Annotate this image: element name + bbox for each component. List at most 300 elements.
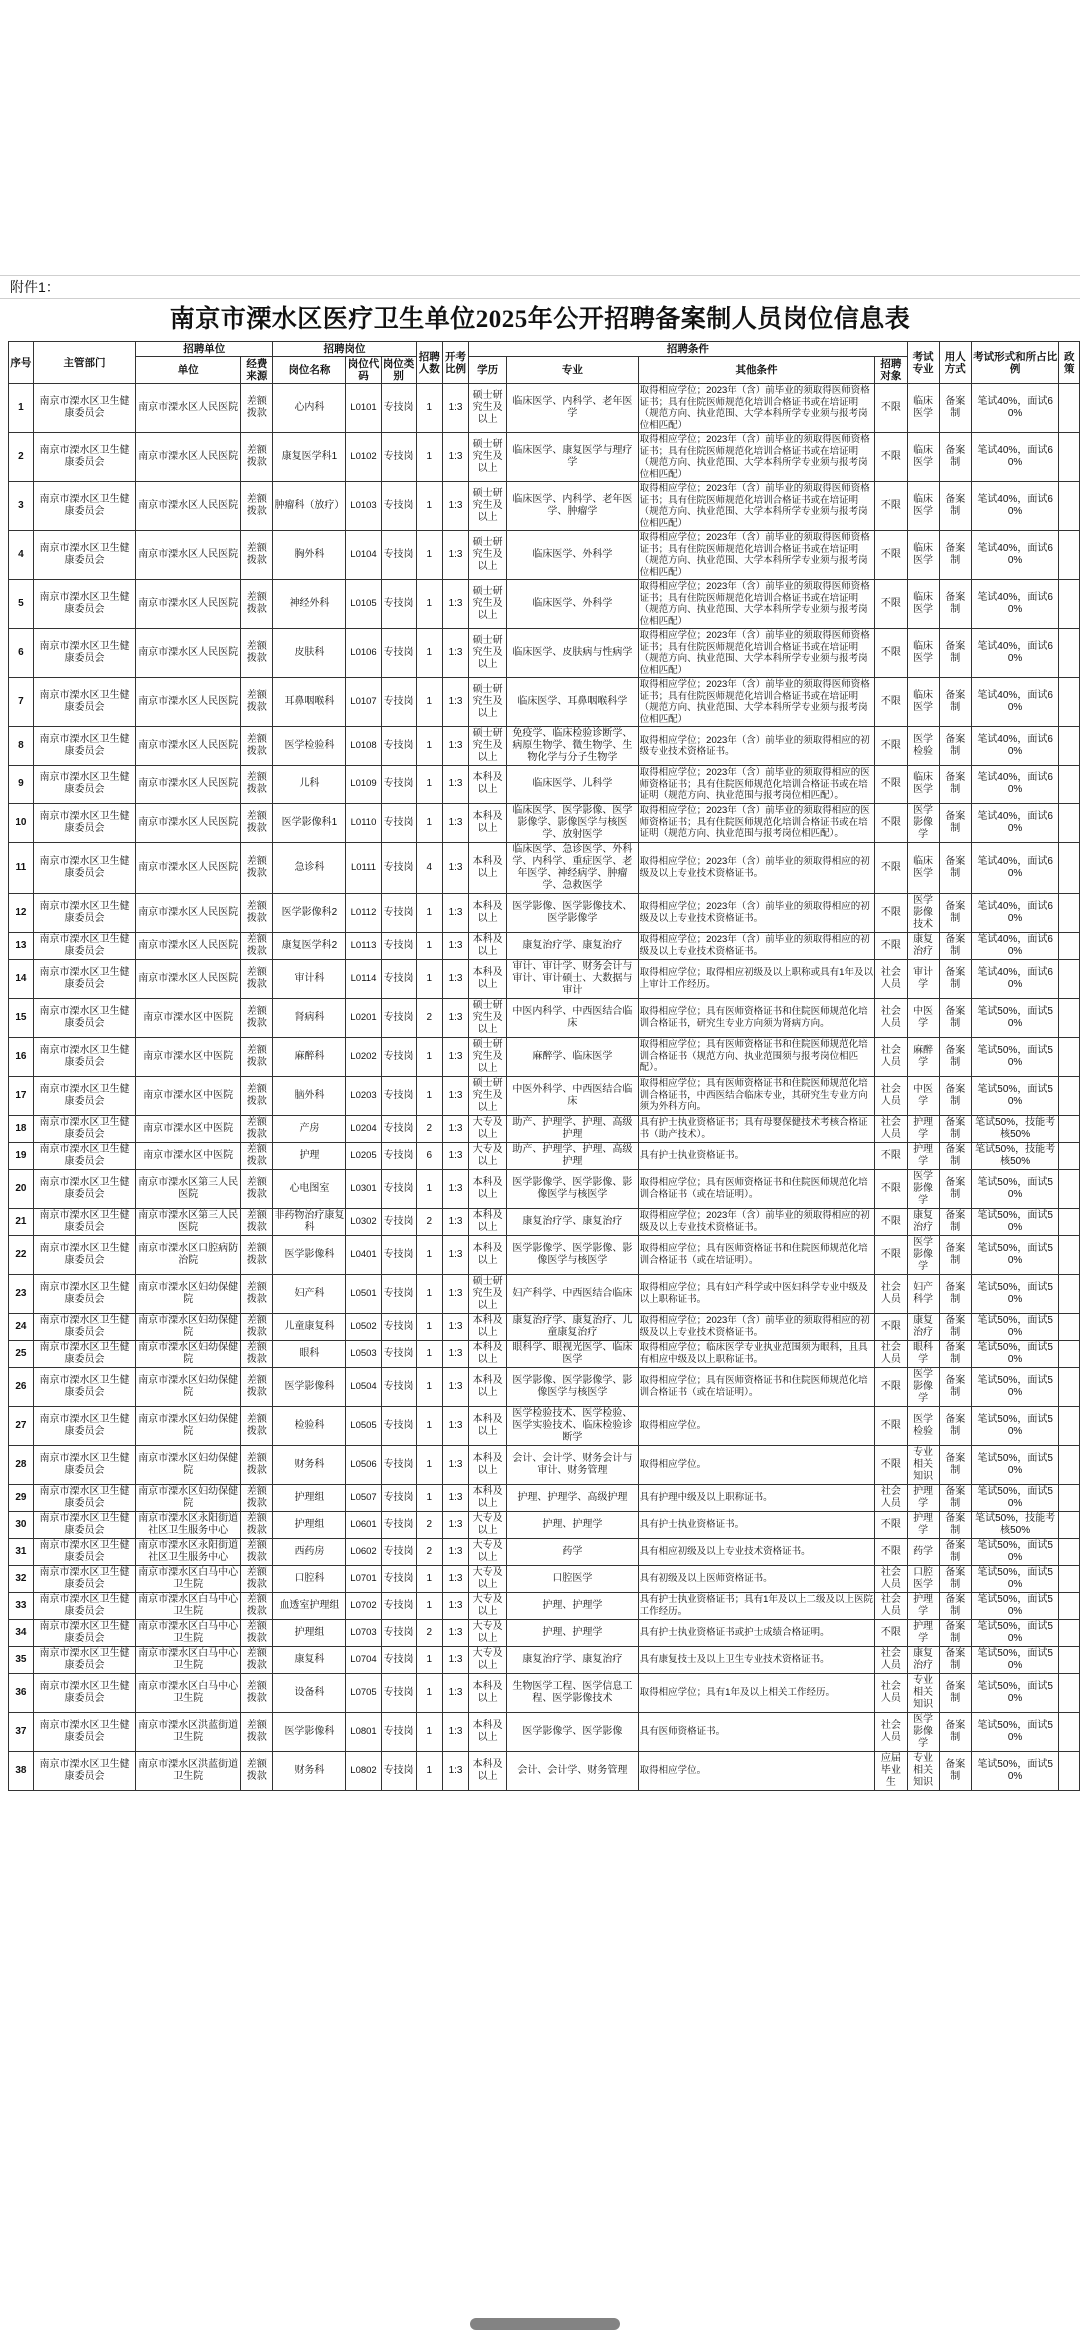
cell-post-type: 专技岗: [381, 998, 416, 1037]
cell-policy: [1059, 1208, 1080, 1235]
cell-ratio: 1:3: [442, 1142, 468, 1169]
cell-exam-form: 笔试50%，面试50%: [971, 1484, 1059, 1511]
cell-ratio: 1:3: [442, 1712, 468, 1751]
table-row: [9, 1406, 1080, 1445]
cell-policy: [1059, 803, 1080, 842]
cell-major: 妇产科学、中西医结合临床: [507, 1274, 639, 1313]
cell-major: 生物医学工程、医学信息工程、医学影像技术: [507, 1673, 639, 1712]
cell-dept: 南京市溧水区卫生健康委员会: [33, 629, 135, 678]
cell-policy: [1059, 1367, 1080, 1406]
header-post-group: 招聘岗位: [273, 342, 416, 357]
cell-ratio: 1:3: [442, 1037, 468, 1076]
cell-edu: 硕士研究生及以上: [469, 384, 507, 433]
cell-major: 医学影像学、医学影像、影像医学与核医学: [507, 1235, 639, 1274]
cell-post-code: L0114: [346, 959, 381, 998]
cell-dept: 南京市溧水区卫生健康委员会: [33, 1751, 135, 1790]
cell-dept: 南京市溧水区卫生健康委员会: [33, 1313, 135, 1340]
cell-post-name: 皮肤科: [273, 629, 346, 678]
cell-count: 1: [416, 803, 442, 842]
cell-dept: 南京市溧水区卫生健康委员会: [33, 959, 135, 998]
cell-post-name: 医学影像科: [273, 1712, 346, 1751]
cell-exam-major: 临床医学: [907, 580, 939, 629]
cell-post-code: L0107: [346, 678, 381, 727]
cell-major: 医学影像、医学影像学、影像医学与核医学: [507, 1367, 639, 1406]
cell-edu: 硕士研究生及以上: [469, 629, 507, 678]
cell-seq: 7: [9, 678, 34, 727]
cell-exam-form: 笔试50%，技能考核50%: [971, 1511, 1059, 1538]
header-exam-major: 考试专业: [907, 342, 939, 384]
cell-target: 不限: [875, 384, 907, 433]
cell-target: 不限: [875, 1169, 907, 1208]
cell-target: 社会人员: [875, 1565, 907, 1592]
cell-count: 1: [416, 1592, 442, 1619]
cell-exam-form: 笔试40%，面试60%: [971, 629, 1059, 678]
cell-unit: 南京市溧水区人民医院: [136, 727, 241, 766]
table-row: [9, 803, 1080, 842]
cell-target: 不限: [875, 1313, 907, 1340]
cell-other: 具有护理中级及以上职称证书。: [638, 1484, 875, 1511]
cell-edu: 本科及以上: [469, 959, 507, 998]
cell-policy: [1059, 959, 1080, 998]
cell-target: 不限: [875, 1235, 907, 1274]
cell-count: 2: [416, 998, 442, 1037]
cell-unit: 南京市溧水区白马中心卫生院: [136, 1592, 241, 1619]
cell-post-code: L0503: [346, 1340, 381, 1367]
cell-post-code: L0703: [346, 1619, 381, 1646]
table-row: [9, 766, 1080, 804]
cell-fund: 差额拨款: [241, 1208, 273, 1235]
cell-count: 6: [416, 1142, 442, 1169]
table-row: [9, 433, 1080, 482]
cell-seq: 33: [9, 1592, 34, 1619]
cell-post-type: 专技岗: [381, 842, 416, 893]
cell-employ: 备案制: [939, 1406, 971, 1445]
cell-fund: 差额拨款: [241, 1076, 273, 1115]
cell-employ: 备案制: [939, 1235, 971, 1274]
cell-major: 医学影像学、医学影像: [507, 1712, 639, 1751]
cell-employ: 备案制: [939, 629, 971, 678]
cell-seq: 23: [9, 1274, 34, 1313]
cell-policy: [1059, 1445, 1080, 1484]
cell-edu: 大专及以上: [469, 1619, 507, 1646]
cell-target: 社会人员: [875, 1646, 907, 1673]
cell-fund: 差额拨款: [241, 531, 273, 580]
cell-policy: [1059, 1406, 1080, 1445]
cell-unit: 南京市溧水区人民医院: [136, 842, 241, 893]
cell-edu: 本科及以上: [469, 1169, 507, 1208]
cell-post-type: 专技岗: [381, 1751, 416, 1790]
cell-post-type: 专技岗: [381, 384, 416, 433]
cell-post-code: L0502: [346, 1313, 381, 1340]
cell-policy: [1059, 1313, 1080, 1340]
cell-exam-major: 审计学: [907, 959, 939, 998]
cell-dept: 南京市溧水区卫生健康委员会: [33, 1037, 135, 1076]
cell-employ: 备案制: [939, 1169, 971, 1208]
cell-other: 取得相应学位；具有医师资格证书和住院医师规范化培训合格证书，研究生专业方向须为肾病方向。: [638, 998, 875, 1037]
cell-seq: 15: [9, 998, 34, 1037]
cell-unit: 南京市溧水区人民医院: [136, 932, 241, 959]
cell-count: 2: [416, 1115, 442, 1142]
cell-exam-major: 专业相关知识: [907, 1673, 939, 1712]
cell-count: 1: [416, 433, 442, 482]
cell-edu: 硕士研究生及以上: [469, 433, 507, 482]
cell-post-name: 急诊科: [273, 842, 346, 893]
cell-seq: 22: [9, 1235, 34, 1274]
cell-policy: [1059, 727, 1080, 766]
cell-edu: 本科及以上: [469, 766, 507, 804]
cell-seq: 2: [9, 433, 34, 482]
cell-ratio: 1:3: [442, 1367, 468, 1406]
cell-dept: 南京市溧水区卫生健康委员会: [33, 842, 135, 893]
cell-post-code: L0704: [346, 1646, 381, 1673]
cell-major: 药学: [507, 1538, 639, 1565]
cell-major: 康复治疗学、康复治疗: [507, 932, 639, 959]
cell-post-code: L0111: [346, 842, 381, 893]
cell-target: 不限: [875, 1538, 907, 1565]
table-row: [9, 678, 1080, 727]
cell-fund: 差额拨款: [241, 1712, 273, 1751]
cell-post-code: L0507: [346, 1484, 381, 1511]
cell-employ: 备案制: [939, 1037, 971, 1076]
cell-target: 社会人员: [875, 1484, 907, 1511]
cell-post-code: L0401: [346, 1235, 381, 1274]
cell-dept: 南京市溧水区卫生健康委员会: [33, 1619, 135, 1646]
cell-exam-form: 笔试40%，面试60%: [971, 433, 1059, 482]
table-row: [9, 1340, 1080, 1367]
cell-fund: 差额拨款: [241, 1484, 273, 1511]
table-row: [9, 1619, 1080, 1646]
cell-seq: 21: [9, 1208, 34, 1235]
cell-ratio: 1:3: [442, 998, 468, 1037]
cell-target: 社会人员: [875, 1712, 907, 1751]
cell-exam-form: 笔试50%，技能考核50%: [971, 1142, 1059, 1169]
cell-post-code: L0506: [346, 1445, 381, 1484]
cell-target: 不限: [875, 1367, 907, 1406]
cell-exam-form: 笔试50%，面试50%: [971, 1076, 1059, 1115]
cell-major: 护理、护理学: [507, 1511, 639, 1538]
cell-other: 取得相应学位；2023年（含）前毕业的须取得相应的初级及以上专业技术资格证书。: [638, 842, 875, 893]
cell-post-type: 专技岗: [381, 1565, 416, 1592]
cell-policy: [1059, 1673, 1080, 1712]
cell-other: 取得相应学位；2023年（含）前毕业的须取得相应的初级及以上专业技术资格证书。: [638, 893, 875, 932]
cell-exam-form: 笔试40%，面试60%: [971, 531, 1059, 580]
cell-major: 会计、会计学、财务管理: [507, 1751, 639, 1790]
cell-seq: 36: [9, 1673, 34, 1712]
cell-dept: 南京市溧水区卫生健康委员会: [33, 1646, 135, 1673]
cell-major: 临床医学、急诊医学、外科学、内科学、重症医学、老年医学、神经病学、肿瘤学、急救医学: [507, 842, 639, 893]
cell-dept: 南京市溧水区卫生健康委员会: [33, 1208, 135, 1235]
cell-ratio: 1:3: [442, 482, 468, 531]
cell-seq: 25: [9, 1340, 34, 1367]
table-row: [9, 842, 1080, 893]
cell-major: 护理、护理学: [507, 1592, 639, 1619]
cell-unit: 南京市溧水区洪蓝街道卫生院: [136, 1712, 241, 1751]
cell-dept: 南京市溧水区卫生健康委员会: [33, 766, 135, 804]
cell-ratio: 1:3: [442, 1406, 468, 1445]
table-row: [9, 1313, 1080, 1340]
cell-exam-major: 临床医学: [907, 384, 939, 433]
cell-ratio: 1:3: [442, 1445, 468, 1484]
cell-post-code: L0802: [346, 1751, 381, 1790]
cell-fund: 差额拨款: [241, 727, 273, 766]
cell-seq: 14: [9, 959, 34, 998]
cell-dept: 南京市溧水区卫生健康委员会: [33, 433, 135, 482]
table-row: [9, 1751, 1080, 1790]
cell-post-type: 专技岗: [381, 1115, 416, 1142]
cell-ratio: 1:3: [442, 932, 468, 959]
cell-other: 具有护士执业资格证书。: [638, 1511, 875, 1538]
cell-major: 免疫学、临床检验诊断学、病原生物学、微生物学、生物化学与分子生物学: [507, 727, 639, 766]
cell-post-name: 心内科: [273, 384, 346, 433]
cell-seq: 8: [9, 727, 34, 766]
cell-dept: 南京市溧水区卫生健康委员会: [33, 1235, 135, 1274]
cell-other: 取得相应学位；2023年（含）前毕业的须取得医师资格证书；具有住院医师规范化培训合格证书或在培证明（规范方向、执业范围、大学本科所学专业须与报考岗位相匹配）: [638, 531, 875, 580]
cell-target: 不限: [875, 727, 907, 766]
cell-exam-form: 笔试50%，面试50%: [971, 998, 1059, 1037]
cell-post-type: 专技岗: [381, 1367, 416, 1406]
cell-post-type: 专技岗: [381, 1673, 416, 1712]
cell-count: 1: [416, 678, 442, 727]
cell-count: 1: [416, 1037, 442, 1076]
cell-major: 护理、护理学: [507, 1619, 639, 1646]
cell-post-name: 设备科: [273, 1673, 346, 1712]
cell-count: 1: [416, 1712, 442, 1751]
cell-exam-form: 笔试50%，技能考核50%: [971, 1115, 1059, 1142]
cell-unit: 南京市溧水区妇幼保健院: [136, 1367, 241, 1406]
cell-count: 1: [416, 1406, 442, 1445]
cell-edu: 本科及以上: [469, 842, 507, 893]
cell-count: 1: [416, 580, 442, 629]
cell-exam-form: 笔试40%，面试60%: [971, 893, 1059, 932]
cell-exam-form: 笔试50%，面试50%: [971, 1169, 1059, 1208]
cell-exam-form: 笔试40%，面试60%: [971, 482, 1059, 531]
cell-count: 1: [416, 727, 442, 766]
cell-post-type: 专技岗: [381, 1445, 416, 1484]
cell-count: 1: [416, 1445, 442, 1484]
cell-unit: 南京市溧水区口腔病防治院: [136, 1235, 241, 1274]
cell-seq: 5: [9, 580, 34, 629]
cell-seq: 31: [9, 1538, 34, 1565]
cell-employ: 备案制: [939, 1538, 971, 1565]
cell-other: 取得相应学位；2023年（含）前毕业的须取得相应的初级专业技术资格证书。: [638, 727, 875, 766]
cell-ratio: 1:3: [442, 1274, 468, 1313]
cell-other: 取得相应学位；具有医师资格证书和住院医师规范化培训合格证书（或在培证明）。: [638, 1367, 875, 1406]
cell-edu: 硕士研究生及以上: [469, 678, 507, 727]
cell-post-type: 专技岗: [381, 1592, 416, 1619]
cell-ratio: 1:3: [442, 531, 468, 580]
cell-seq: 6: [9, 629, 34, 678]
cell-employ: 备案制: [939, 1484, 971, 1511]
cell-post-code: L0702: [346, 1592, 381, 1619]
cell-ratio: 1:3: [442, 893, 468, 932]
cell-edu: 硕士研究生及以上: [469, 482, 507, 531]
cell-exam-major: 妇产科学: [907, 1274, 939, 1313]
cell-post-name: 麻醉科: [273, 1037, 346, 1076]
cell-policy: [1059, 1340, 1080, 1367]
cell-post-code: L0701: [346, 1565, 381, 1592]
cell-ratio: 1:3: [442, 1208, 468, 1235]
cell-ratio: 1:3: [442, 433, 468, 482]
cell-exam-form: 笔试50%，面试50%: [971, 1445, 1059, 1484]
cell-major: 助产、护理学、护理、高级护理: [507, 1115, 639, 1142]
cell-post-type: 专技岗: [381, 1646, 416, 1673]
cell-seq: 9: [9, 766, 34, 804]
table-row: [9, 1115, 1080, 1142]
cell-unit: 南京市溧水区人民医院: [136, 580, 241, 629]
cell-other: 取得相应学位。: [638, 1445, 875, 1484]
cell-dept: 南京市溧水区卫生健康委员会: [33, 803, 135, 842]
cell-other: 具有护士执业资格证书；具有母婴保健技术考核合格证书（助产技术）。: [638, 1115, 875, 1142]
cell-target: 应届毕业生: [875, 1751, 907, 1790]
cell-exam-major: 专业相关知识: [907, 1445, 939, 1484]
cell-policy: [1059, 1037, 1080, 1076]
cell-dept: 南京市溧水区卫生健康委员会: [33, 1115, 135, 1142]
cell-post-name: 护理组: [273, 1619, 346, 1646]
cell-dept: 南京市溧水区卫生健康委员会: [33, 1340, 135, 1367]
cell-edu: 本科及以上: [469, 893, 507, 932]
cell-fund: 差额拨款: [241, 384, 273, 433]
cell-other: 具有医师资格证书。: [638, 1712, 875, 1751]
cell-employ: 备案制: [939, 1313, 971, 1340]
cell-target: 社会人员: [875, 1592, 907, 1619]
cell-ratio: 1:3: [442, 1538, 468, 1565]
cell-other: 具有护士执业资格证书或护士成绩合格证明。: [638, 1619, 875, 1646]
cell-seq: 17: [9, 1076, 34, 1115]
table-row: [9, 1208, 1080, 1235]
cell-post-name: 耳鼻咽喉科: [273, 678, 346, 727]
cell-target: 不限: [875, 932, 907, 959]
cell-exam-form: 笔试40%，面试60%: [971, 678, 1059, 727]
cell-employ: 备案制: [939, 1511, 971, 1538]
cell-fund: 差额拨款: [241, 766, 273, 804]
cell-employ: 备案制: [939, 959, 971, 998]
cell-employ: 备案制: [939, 1142, 971, 1169]
cell-employ: 备案制: [939, 1076, 971, 1115]
cell-unit: 南京市溧水区白马中心卫生院: [136, 1565, 241, 1592]
cell-post-code: L0601: [346, 1511, 381, 1538]
cell-seq: 35: [9, 1646, 34, 1673]
cell-edu: 本科及以上: [469, 1406, 507, 1445]
header-post-code: 岗位代码: [347, 358, 380, 382]
cell-seq: 4: [9, 531, 34, 580]
cell-dept: 南京市溧水区卫生健康委员会: [33, 1406, 135, 1445]
cell-fund: 差额拨款: [241, 1673, 273, 1712]
cell-policy: [1059, 1274, 1080, 1313]
cell-target: 不限: [875, 1511, 907, 1538]
cell-dept: 南京市溧水区卫生健康委员会: [33, 1673, 135, 1712]
cell-fund: 差额拨款: [241, 1340, 273, 1367]
cell-unit: 南京市溧水区妇幼保健院: [136, 1274, 241, 1313]
cell-other: 取得相应学位；2023年（含）前毕业的须取得相应的初级及以上专业技术资格证书。: [638, 1313, 875, 1340]
cell-ratio: 1:3: [442, 1619, 468, 1646]
cell-fund: 差额拨款: [241, 959, 273, 998]
cell-policy: [1059, 531, 1080, 580]
cell-count: 1: [416, 629, 442, 678]
cell-unit: 南京市溧水区妇幼保健院: [136, 1445, 241, 1484]
cell-target: 不限: [875, 842, 907, 893]
cell-employ: 备案制: [939, 1712, 971, 1751]
table-row: [9, 959, 1080, 998]
cell-exam-form: 笔试50%，面试50%: [971, 1208, 1059, 1235]
table-row: [9, 1367, 1080, 1406]
cell-employ: 备案制: [939, 1673, 971, 1712]
cell-post-code: L0113: [346, 932, 381, 959]
scroll-indicator[interactable]: [470, 2318, 620, 2330]
cell-exam-major: 中医学: [907, 998, 939, 1037]
cell-other: 取得相应学位；2023年（含）前毕业的须取得相应的初级及以上专业技术资格证书。: [638, 1208, 875, 1235]
cell-exam-form: 笔试40%，面试60%: [971, 384, 1059, 433]
cell-post-code: L0105: [346, 580, 381, 629]
cell-exam-major: 康复治疗: [907, 932, 939, 959]
cell-seq: 13: [9, 932, 34, 959]
cell-post-type: 专技岗: [381, 1406, 416, 1445]
cell-seq: 3: [9, 482, 34, 531]
cell-exam-major: 康复治疗: [907, 1208, 939, 1235]
cell-major: 临床医学、外科学: [507, 531, 639, 580]
cell-policy: [1059, 1646, 1080, 1673]
cell-unit: 南京市溧水区永阳街道社区卫生服务中心: [136, 1538, 241, 1565]
cell-post-code: L0602: [346, 1538, 381, 1565]
table-row: [9, 1274, 1080, 1313]
cell-target: 社会人员: [875, 1037, 907, 1076]
cell-fund: 差额拨款: [241, 1511, 273, 1538]
cell-fund: 差额拨款: [241, 1367, 273, 1406]
cell-seq: 11: [9, 842, 34, 893]
cell-major: 临床医学、内科学、老年医学、肿瘤学: [507, 482, 639, 531]
table-row: [9, 629, 1080, 678]
cell-fund: 差额拨款: [241, 1592, 273, 1619]
cell-edu: 硕士研究生及以上: [469, 727, 507, 766]
cell-post-name: 儿科: [273, 766, 346, 804]
cell-policy: [1059, 1619, 1080, 1646]
header-unit-group: 招聘单位: [136, 342, 273, 357]
job-table: [8, 341, 1080, 1791]
cell-policy: [1059, 842, 1080, 893]
header-major: 专业: [507, 357, 639, 384]
table-row: [9, 1076, 1080, 1115]
cell-edu: 硕士研究生及以上: [469, 998, 507, 1037]
cell-unit: 南京市溧水区中医院: [136, 1142, 241, 1169]
cell-post-name: 妇产科: [273, 1274, 346, 1313]
cell-fund: 差额拨款: [241, 1313, 273, 1340]
cell-unit: 南京市溧水区人民医院: [136, 766, 241, 804]
cell-major: 中医内科学、中西医结合临床: [507, 998, 639, 1037]
cell-other: 具有相应初级及以上专业技术资格证书。: [638, 1538, 875, 1565]
cell-major: 临床医学、耳鼻咽喉科学: [507, 678, 639, 727]
cell-count: 1: [416, 1235, 442, 1274]
cell-other: 具有护士执业资格证书；具有1年及以上二级及以上医院工作经历。: [638, 1592, 875, 1619]
cell-other: 取得相应学位；2023年（含）前毕业的须取得相应的医师资格证书；具有住院医师规范化培训合格证书或在培证明（规范方向、执业范围与报考岗位相匹配）。: [638, 803, 875, 842]
cell-post-type: 专技岗: [381, 727, 416, 766]
cell-major: 护理、护理学、高级护理: [507, 1484, 639, 1511]
cell-post-code: L0202: [346, 1037, 381, 1076]
cell-other: 具有初级及以上医师资格证书。: [638, 1565, 875, 1592]
cell-post-type: 专技岗: [381, 629, 416, 678]
cell-edu: 硕士研究生及以上: [469, 580, 507, 629]
header-target: 招聘对象: [875, 357, 907, 384]
cell-exam-major: 临床医学: [907, 482, 939, 531]
cell-unit: 南京市溧水区人民医院: [136, 482, 241, 531]
table-row: [9, 1484, 1080, 1511]
table-row: [9, 1712, 1080, 1751]
cell-exam-form: 笔试50%，面试50%: [971, 1406, 1059, 1445]
cell-exam-form: 笔试40%，面试60%: [971, 959, 1059, 998]
header-employ: 用人方式: [939, 342, 971, 384]
cell-seq: 32: [9, 1565, 34, 1592]
cell-seq: 30: [9, 1511, 34, 1538]
cell-exam-major: 临床医学: [907, 842, 939, 893]
cell-post-name: 西药房: [273, 1538, 346, 1565]
